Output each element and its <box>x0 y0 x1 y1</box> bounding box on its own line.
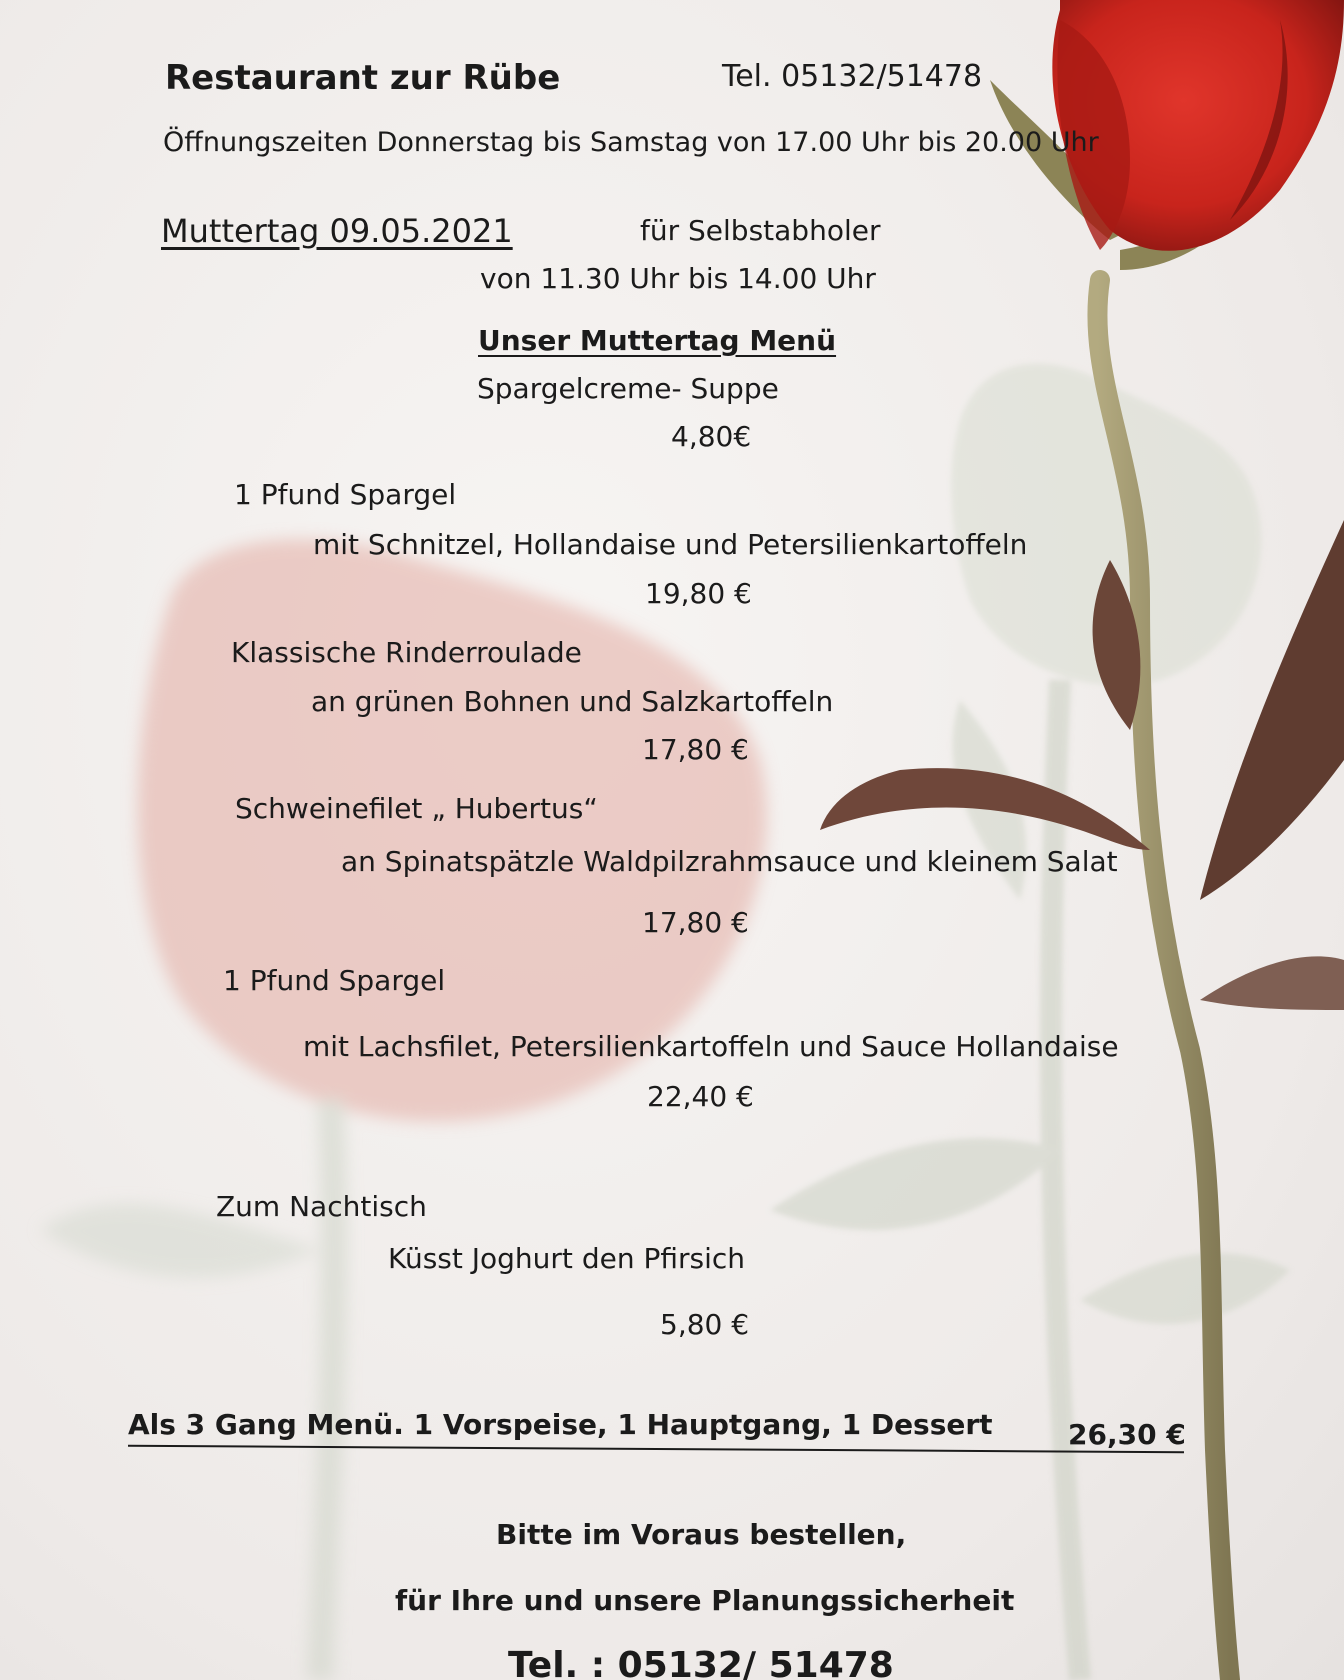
dessert-heading: Zum Nachtisch <box>216 1190 427 1223</box>
restaurant-name: Restaurant zur Rübe <box>165 58 561 98</box>
item4-desc: mit Lachsfilet, Petersilienkartoffeln und Sauce Hollandaise <box>303 1030 1119 1063</box>
item3-desc: an Spinatspätzle Waldpilzrahmsauce und kleinem Salat <box>341 845 1118 878</box>
item3-name: Schweinefilet „ Hubertus“ <box>235 792 598 825</box>
item1-desc: mit Schnitzel, Hollandaise und Petersilienkartoffeln <box>313 528 1028 561</box>
pickup-label: für Selbstabholer <box>640 214 881 247</box>
combo-price: 26,30 € <box>1068 1418 1186 1451</box>
soup-name: Spargelcreme- Suppe <box>477 372 779 405</box>
item1-name: 1 Pfund Spargel <box>234 478 457 511</box>
event-title: Muttertag 09.05.2021 <box>161 212 513 250</box>
item2-price: 17,80 € <box>642 733 749 766</box>
item1-price: 19,80 € <box>645 577 752 610</box>
dessert-price: 5,80 € <box>660 1308 750 1341</box>
item2-name: Klassische Rinderroulade <box>231 636 582 669</box>
item4-name: 1 Pfund Spargel <box>223 964 446 997</box>
item4-price: 22,40 € <box>647 1080 754 1113</box>
opening-hours: Öffnungszeiten Donnerstag bis Samstag von 17.00 Uhr bis 20.00 Uhr <box>163 127 1099 158</box>
pickup-time: von 11.30 Uhr bis 14.00 Uhr <box>480 262 876 295</box>
soup-price: 4,80€ <box>671 420 752 453</box>
header-phone: Tel. 05132/51478 <box>722 59 983 94</box>
item3-price: 17,80 € <box>642 906 749 939</box>
item2-desc: an grünen Bohnen und Salzkartoffeln <box>311 685 834 718</box>
footer-phone: Tel. : 05132/ 51478 <box>508 1645 894 1680</box>
combo-text: Als 3 Gang Menü. 1 Vorspeise, 1 Hauptgang, 1 Dessert <box>128 1408 993 1441</box>
menu-title: Unser Muttertag Menü <box>478 324 837 357</box>
footer-line2: für Ihre und unsere Planungssicherheit <box>395 1584 1015 1617</box>
footer-line1: Bitte im Voraus bestellen, <box>496 1518 907 1551</box>
rose-leaf-right-low <box>1200 956 1344 1010</box>
dessert-name: Küsst Joghurt den Pfirsich <box>388 1242 745 1275</box>
